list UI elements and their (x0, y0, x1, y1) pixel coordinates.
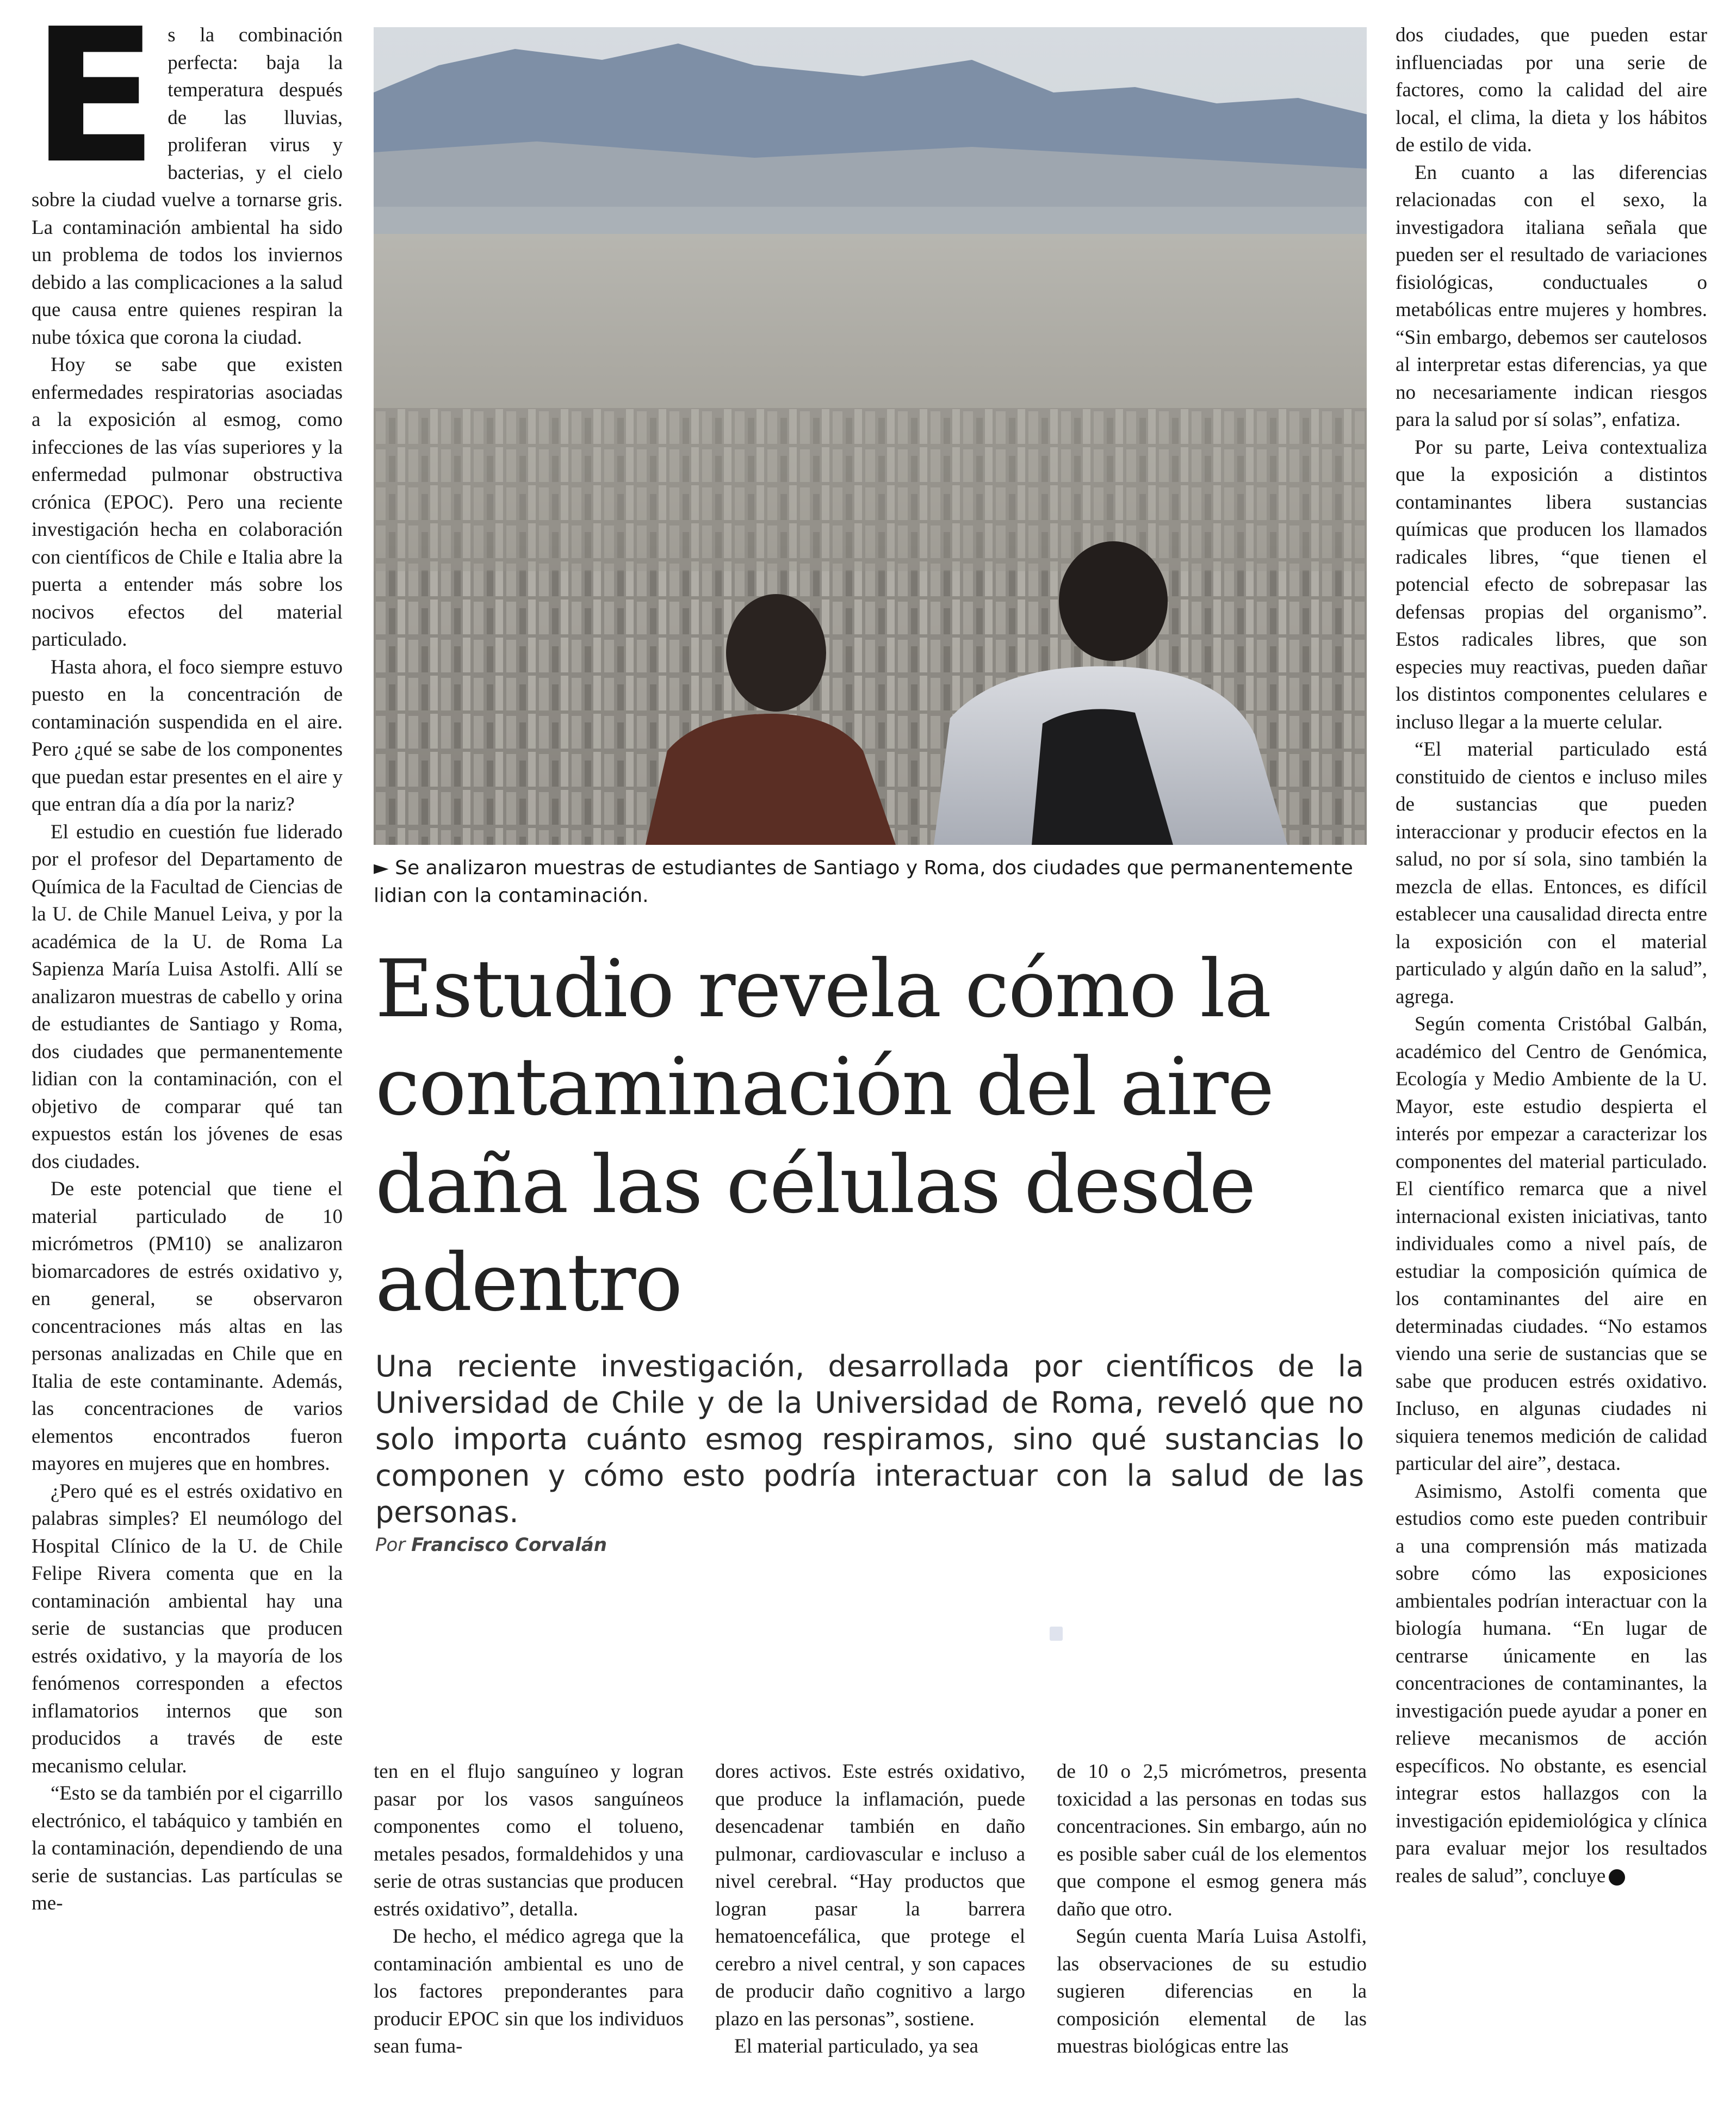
photo-caption: ► Se analizaron muestras de estudiantes de Santiago y Roma, dos ciudades que permanentemente lidian con la contaminación. (374, 857, 1353, 907)
paragraph: dores activos. Este estrés oxidativo, que produce la inflamación, puede desencadenar también en daño pulmonar, cardiovascular e incluso a nivel cerebral. “Hay productos que logran pasar la barrera hematoencefálica, que protege el cerebro a nivel central, y son capaces de producir daño cognitivo a largo plazo en las personas”, sostiene. (715, 1760, 1025, 2030)
paragraph: s la combinación perfecta: baja la temperatura después de las lluvias, proliferan virus y bacterias, y el cielo sobre la ciudad vuelve a tornarse gris. La contaminación ambiental ha sido un problema de todos los inviernos debido a las complicaciones a la salud que causa entre quienes respiran la nube tóxica que corona la ciudad. (32, 24, 343, 349)
paragraph: Asimismo, Astolfi comenta que estudios como este pueden contribuir a una comprensión más matizada sobre cómo las exposiciones ambientales podrían interactuar con la biología humana. “En lugar de centrarse únicamente en las concentraciones de contaminantes, la investigación puede ayudar a poner en relieve mecanismos de acción específicos. No obstante, es esencial integrar estos hallazgos con la investigación epidemiológica y clínica para evaluar mejor los resultados reales de salud”, concluye (1396, 1480, 1707, 1887)
article-column-2 (374, 1758, 684, 2061)
paragraph: de 10 o 2,5 micrómetros, presenta toxicidad a las personas en todas sus concentraciones. Sin embargo, aún no es posible saber cuál de los elementos que compone el esmog genera más daño que otro. (1057, 1760, 1367, 1920)
headline: Estudio revela cómo la contaminación del aire daña las células desde adentro (375, 943, 1274, 1329)
article-column-4 (1057, 1758, 1367, 2061)
paragraph: “Esto se da también por el cigarrillo electrónico, el tabáquico y también en la contaminación, dependiendo de una serie de sustancias. Las partículas se me- (32, 1782, 343, 1914)
article-photo (374, 27, 1367, 845)
paragraph: El material particulado, ya sea (734, 2035, 978, 2057)
paragraph: En cuanto a las diferencias relacionadas con el sexo, la investigadora italiana señala que pueden ser el resultado de variaciones fisiológicas, conductuales o metabólicas entre mujeres y hombres. “Sin embargo, debemos ser cautelosos al interpretar estas diferencias, ya que no necesariamente indican riesgos para la salud por sí solas”, enfatiza. (1396, 161, 1707, 431)
byline (375, 1534, 607, 1556)
deck-subtitle: Una reciente investigación, desarrollada por científicos de la Universidad de Chile y de la Universidad de Roma, reveló que no solo importa cuánto esmog respiramos, sino qué sustancias lo componen y cómo esto podría interactuar con la salud de las personas. (375, 1349, 1364, 1529)
paragraph: El estudio en cuestión fue liderado por el profesor del Departamento de Química de la Facultad de Ciencias de la U. de Chile Manuel Leiva, y por la académica de la U. de Roma La Sapienza María Luisa Astolfi. Allí se analizaron muestras de cabello y orina de estudiantes de Santiago y Roma, dos ciudades que permanentemente lidian con la contaminación, con el objetivo de comparar qué tan expuestos están los jóvenes de esas dos ciudades. (32, 820, 343, 1173)
byline-author: Francisco Corvalán (411, 1534, 607, 1556)
paragraph: Por su parte, Leiva contextualiza que la exposición a distintos contaminantes libera sustancias químicas que producen los llamados radicales libres, “que tienen el potencial efecto de sobrepasar las defensas propias del organismo”. Estos radicales libres, que son especies muy reactivas, pueden dañar los distintos componentes celulares e incluso llegar a la muerte celular. (1396, 436, 1707, 733)
paragraph: Según comenta Cristóbal Galbán, académico del Centro de Genómica, Ecología y Medio Ambiente de la U. Mayor, este estudio despierta el interés por empezar a caracterizar los componentes del material particulado. El científico remarca que a nivel internacional existen iniciativas, tanto individuales como a nivel país, de estudiar la composición química de los contaminantes del aire en determinadas ciudades. “No estamos viendo una serie de sustancias que se sabe que producen estrés oxidativo. Incluso, en algunas ciudades ni siquiera tenemos medición de calidad particular del aire”, destaca. (1396, 1013, 1707, 1475)
byline-prefix: Por (375, 1534, 406, 1556)
paragraph: dos ciudades, que pueden estar influenciadas por una serie de factores, como la calidad del aire local, el clima, la dieta y los hábitos de estilo de vida. (1396, 24, 1707, 156)
article-column-3 (715, 1758, 1025, 2061)
paragraph: ¿Pero qué es el estrés oxidativo en palabras simples? El neumólogo del Hospital Clínico de la U. de Chile Felipe Rivera comenta que en la contaminación ambiental hay una serie de sustancias que producen estrés oxidativo, y la mayoría de los fenómenos corresponden a efectos inflamatorios internos que son producidos a través de este mecanismo celular. (32, 1480, 343, 1777)
paragraph: ten en el flujo sanguíneo y logran pasar por los vasos sanguíneos componentes como el tolueno, metales pesados, formaldehidos y una serie de otras sustancias que producen estrés oxidativo”, detalla. (374, 1760, 684, 1920)
end-of-article-icon (1609, 1869, 1625, 1886)
paragraph: Hasta ahora, el foco siempre estuvo puesto en la concentración de contaminación suspendida en el aire. Pero ¿qué se sabe de los componentes que puedan estar presentes en el aire y que entran día a día por la nariz? (32, 656, 343, 815)
paragraph: Según cuenta María Luisa Astolfi, las observaciones de su estudio sugieren diferencias en la composición elemental de las muestras biológicas entre las (1057, 1925, 1367, 2057)
article-column-5 (1396, 22, 1707, 1890)
paragraph: De este potencial que tiene el material particulado de 10 micrómetros (PM10) se analizaron biomarcadores de estrés oxidativo y, en general, se observaron concentraciones más altas en las personas analizadas en Chile que en Italia de este contaminante. Además, las concentraciones de varios elementos encontrados fueron mayores en mujeres que en hombres. (32, 1178, 343, 1475)
drop-cap: E (32, 0, 158, 205)
small-placeholder-icon (1050, 1627, 1063, 1641)
paragraph: De hecho, el médico agrega que la contaminación ambiental es uno de los factores preponderantes para producir EPOC sin que los individuos sean fuma- (374, 1925, 684, 2057)
paragraph: “El material particulado está constituido de cientos e incluso miles de sustancias que pueden interaccionar y producir efectos en la salud, no por sí sola, sino también la mezcla de ellas. Entonces, es difícil establecer una causalidad directa entre la exposición con el material particulado y algún daño en la salud”, agrega. (1396, 738, 1707, 1008)
article-column-1 (32, 0, 343, 1918)
paragraph: Hoy se sabe que existen enfermedades respiratorias asociadas a la exposición al esmog, como infecciones de las vías superiores y la enfermedad pulmonar obstructiva crónica (EPOC). Pero una reciente investigación hecha en colaboración con científicos de Chile e Italia abre la puerta a entender más sobre los nocivos efectos del material particulado. (32, 354, 343, 651)
